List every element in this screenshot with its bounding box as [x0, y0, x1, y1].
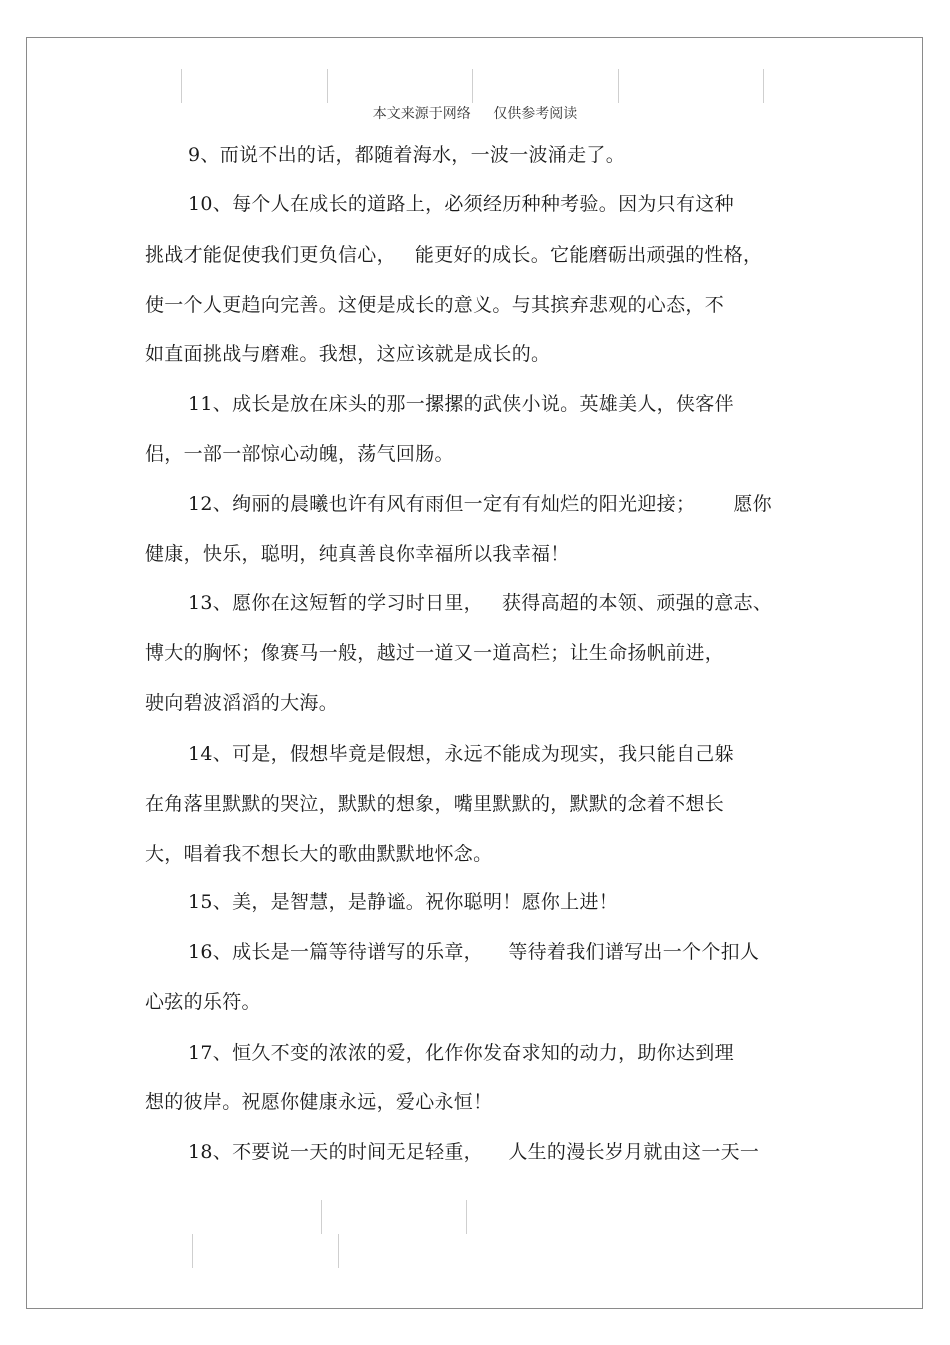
top-tick-3	[472, 69, 473, 103]
text-line: 9、而说不出的话，都随着海水，一波一波涌走了。	[188, 144, 625, 166]
text-line: 使一个人更趋向完善。这便是成长的意义。与其摈弃悲观的心态，不	[145, 294, 725, 316]
text-line: 18、不要说一天的时间无足轻重， 人生的漫长岁月就由这一天一	[188, 1141, 760, 1163]
text-line: 10、每个人在成长的道路上，必须经历种种考验。因为只有这种	[188, 193, 734, 215]
top-tick-5	[763, 69, 764, 103]
text-line: 挑战才能促使我们更负信心， 能更好的成长。它能磨砺出顽强的性格，	[145, 244, 763, 266]
top-tick-1	[181, 69, 182, 103]
text-line: 16、成长是一篇等待谱写的乐章， 等待着我们谱写出一个个扣人	[188, 941, 760, 963]
text-line: 心弦的乐符。	[145, 991, 261, 1013]
bottom-tick-1	[321, 1200, 322, 1234]
text-line: 侣，一部一部惊心动魄，荡气回肠。	[145, 443, 454, 465]
text-line: 驶向碧波滔滔的大海。	[145, 692, 339, 714]
text-line: 健康，快乐，聪明，纯真善良你幸福所以我幸福！	[145, 543, 570, 565]
text-line: 想的彼岸。祝愿你健康永远，爱心永恒！	[145, 1091, 493, 1113]
top-tick-2	[327, 69, 328, 103]
text-line: 14、可是，假想毕竟是假想，永远不能成为现实，我只能自己躲	[188, 743, 734, 765]
text-line: 在角落里默默的哭泣，默默的想象，嘴里默默的，默默的念着不想长	[145, 793, 725, 815]
text-line: 13、愿你在这短暂的学习时日里， 获得高超的本领、顽强的意志、	[188, 592, 773, 614]
text-line: 17、恒久不变的浓浓的爱，化作你发奋求知的动力，助你达到理	[188, 1042, 734, 1064]
text-line: 11、成长是放在床头的那一摞摞的武侠小说。英雄美人，侠客伴	[188, 393, 734, 415]
top-tick-4	[618, 69, 619, 103]
text-line: 如直面挑战与磨难。我想，这应该就是成长的。	[145, 343, 551, 365]
page-frame	[26, 37, 923, 1309]
source-note: 本文来源于网络 仅供参考阅读	[372, 106, 578, 122]
bottom-tick-3	[192, 1234, 193, 1268]
text-line: 12、绚丽的晨曦也许有风有雨但一定有有灿烂的阳光迎接； 愿你	[188, 493, 772, 515]
bottom-tick-2	[466, 1200, 467, 1234]
text-line: 大，唱着我不想长大的歌曲默默地怀念。	[145, 843, 493, 865]
text-line: 15、美，是智慧，是静谧。祝你聪明！愿你上进！	[188, 891, 619, 913]
text-line: 博大的胸怀；像赛马一般，越过一道又一道高栏；让生命扬帆前进，	[145, 642, 725, 664]
bottom-tick-4	[338, 1234, 339, 1268]
